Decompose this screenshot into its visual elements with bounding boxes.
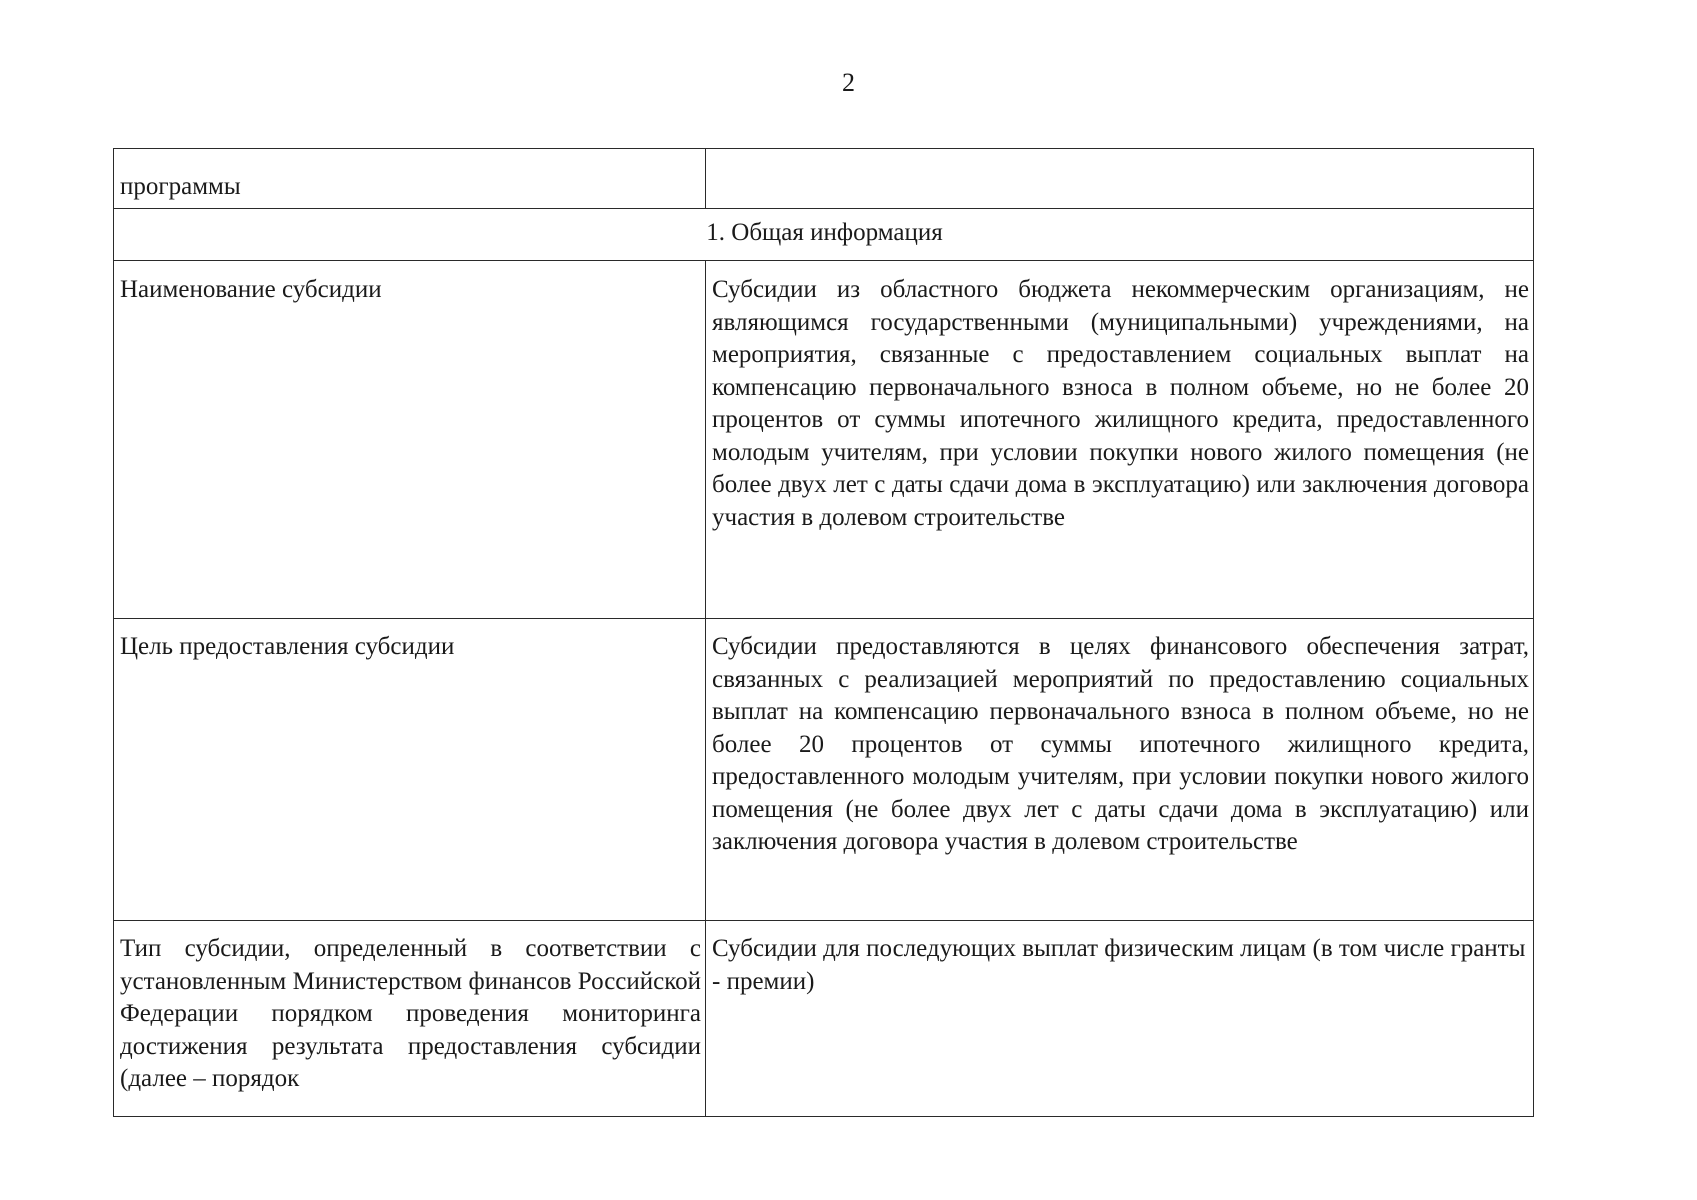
subsidy-name-label: Наименование субсидии [114, 261, 706, 619]
page-number: 2 [842, 68, 855, 97]
subsidy-info-table [113, 148, 1534, 1117]
table-row-section-header [114, 209, 1534, 261]
table-row-program [114, 149, 1534, 209]
subsidy-type-value: Субсидии для последующих выплат физическим лицам (в том числе гранты - премии) [706, 921, 1534, 1117]
table-row-subsidy-name [114, 261, 1534, 619]
table-row-subsidy-type [114, 921, 1534, 1117]
subsidy-goal-value: Субсидии предоставляются в целях финансового обеспечения затрат, связанных с реализацией мероприятий по предоставлению социальных выплат на компенсацию первоначального взноса в полном объеме, но не более 20 процентов от суммы ипотечного жилищного кредита, предоставленного молодым учителям, при условии покупки нового жилого помещения (не более двух лет с даты сдачи дома в эксплуатацию) или заключения договора участия в долевом строительстве [706, 619, 1534, 921]
section-title: 1. Общая информация [114, 209, 1534, 261]
subsidy-goal-label: Цель предоставления субсидии [114, 619, 706, 921]
subsidy-type-label: Тип субсидии, определенный в соответствии с установленным Министерством финансов Российской Федерации порядком проведения мониторинга достижения результата предоставления субсидии (далее – порядок [114, 921, 706, 1117]
program-value-cell [706, 149, 1534, 209]
table-row-subsidy-goal [114, 619, 1534, 921]
program-label-cell: программы [114, 149, 706, 209]
subsidy-name-value: Субсидии из областного бюджета некоммерческим организациям, не являющимся государственными (муниципальными) учреждениями, на мероприятия, связанные с предоставлением социальных выплат на компенсацию первоначального взноса в полном объеме, но не более 20 процентов от суммы ипотечного жилищного кредита, предоставленного молодым учителям, при условии покупки нового жилого помещения (не более двух лет с даты сдачи дома в эксплуатацию) или заключения договора участия в долевом строительстве [706, 261, 1534, 619]
